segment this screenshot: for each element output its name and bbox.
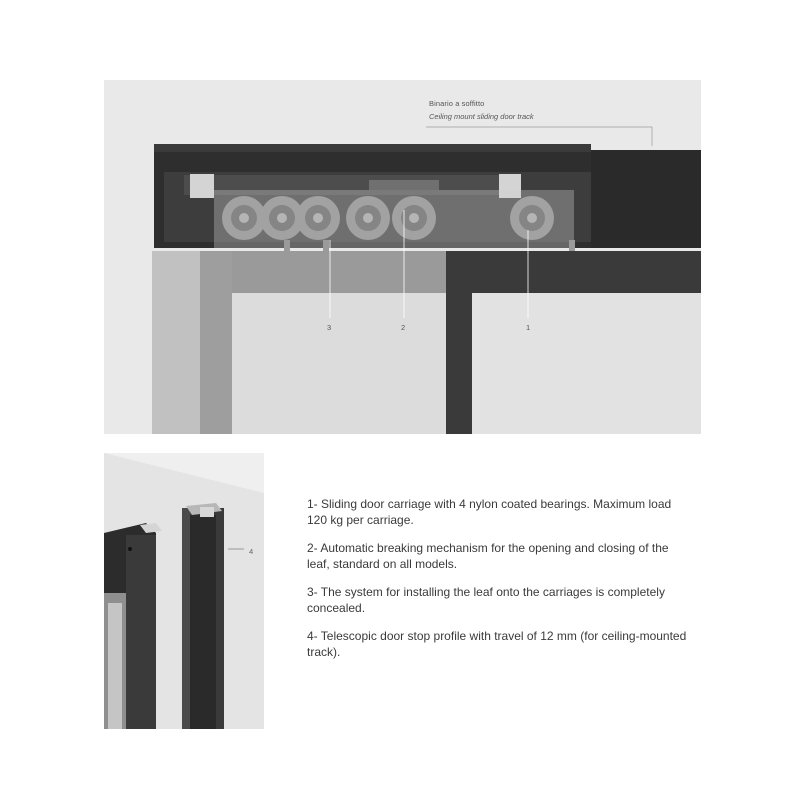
callout-1: 1: [526, 323, 531, 332]
feature-list: [307, 497, 687, 673]
feature-item: 4- Telescopic door stop profile with travel of 12 mm (for ceiling-mounted track).: [307, 629, 687, 659]
feature-item: 3- The system for installing the leaf onto the carriages is completely concealed.: [307, 585, 665, 615]
feature-item: 2- Automatic breaking mechanism for the opening and closing of the leaf, standard on all models.: [307, 541, 669, 571]
feature-item: 1- Sliding door carriage with 4 nylon coated bearings. Maximum load 120 kg per carriage.: [307, 497, 672, 527]
ceiling-track-drawing: [104, 80, 701, 434]
door-stop-detail-photo: [104, 453, 264, 729]
callout-4: 4: [249, 547, 254, 556]
track-illustration: [104, 80, 701, 434]
callout-3: 3: [327, 323, 332, 332]
track-label-english: Ceiling mount sliding door track: [429, 112, 534, 121]
door-stop-profile-drawing: [104, 453, 264, 729]
callout-2: 2: [401, 323, 406, 332]
track-label-italian: Binario a soffitto: [429, 99, 485, 108]
